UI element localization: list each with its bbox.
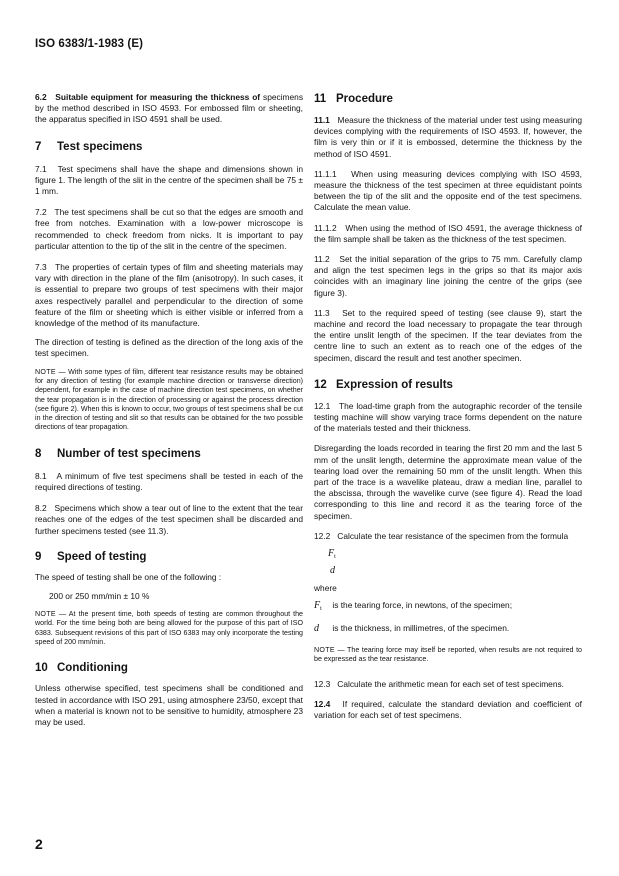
clause-number: 11.3 xyxy=(314,307,330,318)
formula-denominator: d xyxy=(330,565,335,577)
note-speed xyxy=(35,610,303,647)
tear-resistance-formula xyxy=(314,548,582,576)
clause-text: Calculate the tear resistance of the specimen from the formula xyxy=(337,530,569,541)
clause-number: 12.3 xyxy=(314,678,331,689)
note-label: NOTE xyxy=(35,610,56,619)
note-tearing-force xyxy=(314,646,582,665)
clause-number: 12.1 xyxy=(314,400,331,411)
clause-text: The properties of certain types of film and sheeting materials may vary with direction in the plane of the film (anisotropy). In such cases, it is essential to prepare two groups of test specimens with their major axes respectively parallel and perpendicular to the direction of some feature of the film or sheeting which is either visible or inferred from a knowledge of the method of its manufacture. xyxy=(35,262,303,329)
clause-12-1 xyxy=(314,401,582,435)
where-list xyxy=(314,600,582,638)
clause-text: When using the method of ISO 4591, the average thickness of the film sample shall be taken as the thickness of the test specimen. xyxy=(314,222,583,244)
speed-value: 200 or 250 mm/min ± 10 % xyxy=(49,590,150,601)
clause-11-3 xyxy=(314,308,582,364)
clause-7-3-direction: The direction of testing is defined as the direction of the long axis of the test specimen. xyxy=(35,337,303,359)
clause-number: 11.1.2 xyxy=(314,222,337,233)
clause-number: 12.4 xyxy=(314,698,331,709)
clause-8-2 xyxy=(35,503,303,537)
clause-11-1-2 xyxy=(314,223,582,245)
clause-number: 8.2 xyxy=(35,503,47,514)
where-item-force: $F_t$ is the tearing force, in newtons, of the specimen; xyxy=(314,599,513,612)
clause-text: Set to the required speed of testing (see clause 9), start the machine and record the load necessary to propagate the tear through the entire unslit length of the specimen. If the tear deviates from the centre line to such an extent as to reach one of the edges of the specimen, discard the result and test another specimen. xyxy=(314,307,582,363)
right-column xyxy=(314,92,582,721)
clause-text: The load-time graph from the autographic recorder of the tensile testing machine will show varying trace forms dependent on the nature of the materials tested and their thickness. xyxy=(314,400,582,434)
section-heading-7: 7 Test specimens xyxy=(35,140,143,153)
conditioning-text: Unless otherwise specified, test specimens shall be conditioned and tested in accordance with ISO 291, using atmosphere 23/50, except that when a material is known not to be sensitive to humidity, atmosphere 23 may be used. xyxy=(35,683,303,727)
note-anisotropy xyxy=(35,368,303,433)
where-label: where xyxy=(314,582,337,593)
clause-number: 12.2 xyxy=(314,530,331,541)
clause-text: Calculate the arithmetic mean for each set of test specimens. xyxy=(337,678,564,689)
page-number: 2 xyxy=(35,836,43,852)
note-label: NOTE xyxy=(35,367,56,376)
note-text: — At the present time, both speeds of testing are common throughout the world. For the time being both are being allowed for the purpose of this part of ISO 6383. Subsequent revisions of this part of ISO 6383 may only incorporate the testing speed of 200 mm/min. xyxy=(35,610,303,647)
section-heading-11: 11 Procedure xyxy=(314,93,393,105)
speed-intro: The speed of testing shall be one of the following : xyxy=(35,571,222,582)
clause-number: 11.2 xyxy=(314,254,330,265)
clause-12-2 xyxy=(314,531,582,542)
note-text: — The tearing force may itself be reported, when results are not required to be expressed as the tear resistance. xyxy=(314,646,582,664)
clause-text: specimens by the method described in ISO 4593. For embossed film or sheeting, the apparatus specified in ISO 4591 shall be used. xyxy=(35,92,304,125)
section-heading-10: 10 Conditioning xyxy=(35,662,128,675)
document-header: ISO 6383/1-1983 (E) xyxy=(35,38,144,50)
clause-text: Specimens which show a tear out of line to the extent that the tear reaches one of the edges of the test specimen shall be discarded and further specimens tested (see 11.3). xyxy=(35,503,303,536)
clause-number: 7.3 xyxy=(35,262,47,273)
left-column xyxy=(35,92,303,728)
clause-7-2 xyxy=(35,207,303,252)
clause-text: When using measuring devices complying with ISO 4593, measure the thickness of the test specimen at three equidistant points between the tip of the slit and the opposite end of the test specimens. Calculate the mean value. xyxy=(314,168,583,213)
section-heading-12: 12 Expression of results xyxy=(314,378,453,391)
clause-number: 11.1.1 xyxy=(314,168,337,179)
formula-numerator: $F_t$ xyxy=(328,548,336,561)
clause-number: 7.2 xyxy=(35,207,47,218)
clause-title: Suitable equipment for measuring the thickness of xyxy=(55,92,261,102)
where-item-thickness: d is the thickness, in millimetres, of the specimen. xyxy=(314,622,510,634)
clause-7-3 xyxy=(35,262,303,329)
clause-6-2 xyxy=(35,92,303,126)
clause-12-3 xyxy=(314,679,582,690)
clause-number: 11.1 xyxy=(314,115,330,125)
note-label: NOTE xyxy=(314,646,335,655)
clause-text: Measure the thickness of the material under test using measuring devices complying with the requirements of ISO 4593. If, however, the film is very thin or if it is embossed, determine the thickness by the method of ISO 4591. xyxy=(314,115,582,159)
clause-text: Set the initial separation of the grips to 75 mm. Carefully clamp and align the test specimen legs in the grips so that its major axis coincides with an imaginary line joining the centre of the grips (see figure 3). xyxy=(314,254,583,298)
section-heading-8: 8 Number of test specimens xyxy=(35,447,201,460)
clause-12-4 xyxy=(314,699,582,721)
clause-number: 7.1 xyxy=(35,163,47,174)
note-text: — With some types of film, different tear resistance results may be obtained for any direction of testing (for example machine direction or transverse direction) dependent, for example in the case of machine direction test specimens, on whether the tear propagation is in the direction of processing or against the process direction (see figure 2). When this is known to occur, two groups of test specimens shall be cut in the direction of testing and slit so that results can be obtained for the two possible directions of tear propagation. xyxy=(35,367,303,432)
clause-number: 8.1 xyxy=(35,470,47,481)
clause-11-2 xyxy=(314,254,582,299)
section-heading-9: 9 Speed of testing xyxy=(35,550,147,563)
clause-12-1-loads: Disregarding the loads recorded in tearing the first 20 mm and the last 5 mm of the unslit length, determine the approximate mean value of the tearing load over the remaining 50 mm of the unslit length. When this part of the trace is a wavelike plateau, draw a median line, parallel to the abscissa, through the wavelike curve (see figure 4). Read the load corresponding to this line and record it as the tearing force of the specimen. xyxy=(314,443,582,521)
clause-11-1 xyxy=(314,115,582,160)
clause-8-1 xyxy=(35,471,303,493)
clause-text: A minimum of five test specimens shall be tested in each of the required directions of testing. xyxy=(35,470,303,492)
clause-11-1-1 xyxy=(314,169,582,214)
clause-number: 6.2 xyxy=(35,92,47,102)
clause-text: Test specimens shall have the shape and dimensions shown in figure 1. The length of the slit in the centre of the specimen shall be 75 ± 1 mm. xyxy=(35,163,303,197)
clause-7-1 xyxy=(35,164,303,198)
clause-text: If required, calculate the standard deviation and coefficient of variation for each set of test specimens. xyxy=(314,698,583,721)
clause-text: The test specimens shall be cut so that the edges are smooth and free from notches. Examination with a low-power microscope is recommended to check freedom from nicks. It is important to pay particular attention to the tip of the slit in the centre of the specimen. xyxy=(35,207,303,251)
